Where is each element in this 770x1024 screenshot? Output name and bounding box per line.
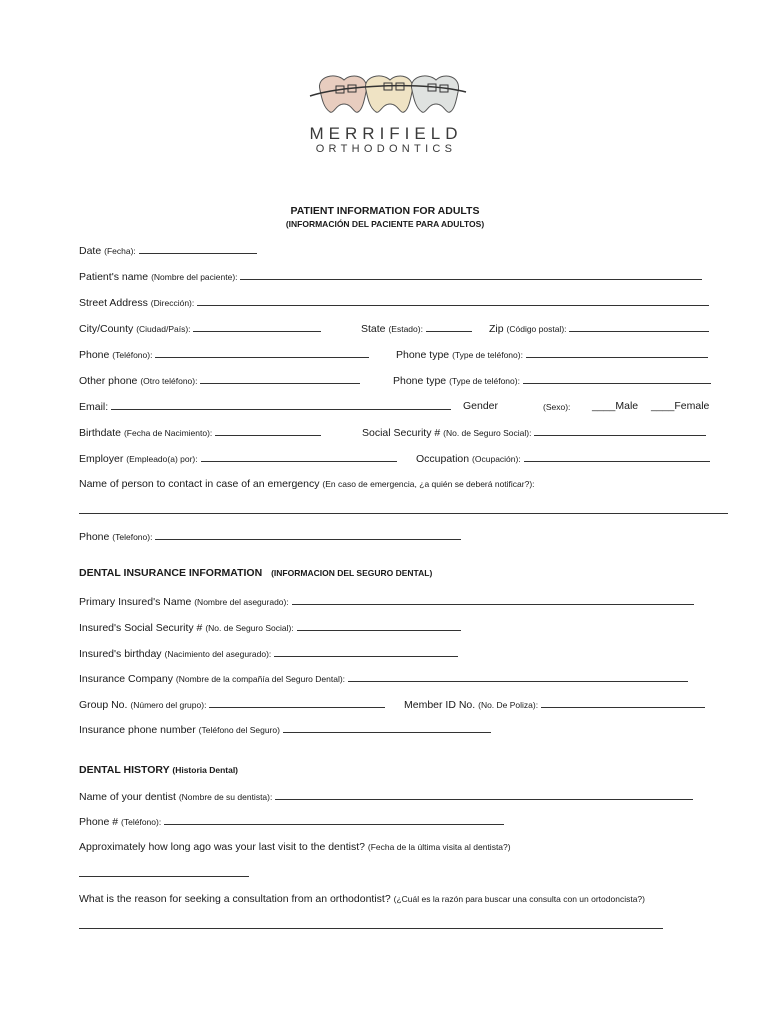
insurance-heading: DENTAL INSURANCE INFORMATION (INFORMACION DEL SEGURO DENTAL) [79, 567, 433, 579]
employer-row: Employer (Empleado(a) por): [79, 451, 397, 466]
zip-field[interactable] [569, 321, 709, 332]
city-row: City/County (Ciudad/País): [79, 321, 321, 336]
reason-field[interactable] [79, 928, 663, 929]
dentist-phone-field[interactable] [164, 814, 504, 825]
emergency-row: Name of person to contact in case of an emergency (En caso de emergencia, ¿a quién se deberá notificar?): [79, 478, 535, 490]
city-field[interactable] [193, 321, 321, 332]
insured-ssn-field[interactable] [297, 620, 461, 631]
zip-group: Zip (Código postal): [489, 321, 709, 336]
birthdate-row: Birthdate (Fecha de Nacimiento): [79, 425, 321, 440]
group-no-field[interactable] [209, 697, 385, 708]
date-row: Date (Fecha): [79, 243, 257, 258]
insured-birthday-row: Insured's birthday (Nacimiento del asegurado): [79, 646, 458, 661]
phone-field[interactable] [155, 347, 369, 358]
other-phone-row: Other phone (Otro teléfono): [79, 373, 360, 388]
history-heading: DENTAL HISTORY (Historia Dental) [79, 764, 239, 776]
form-title: PATIENT INFORMATION FOR ADULTS [290, 205, 480, 217]
gender-es-label: (Sexo): [543, 402, 571, 412]
email-field[interactable] [111, 399, 451, 410]
street-row: Street Address (Dirección): [79, 295, 709, 310]
dentist-name-row: Name of your dentist (Nombre de su dentista): [79, 789, 693, 804]
occupation-group: Occupation (Ocupación): [416, 451, 710, 466]
brand-name: MERRIFIELD [309, 124, 463, 143]
other-phone-field[interactable] [200, 373, 360, 384]
street-field[interactable] [197, 295, 709, 306]
dentist-phone-row: Phone # (Teléfono): [79, 814, 504, 829]
insured-ssn-row: Insured's Social Security # (No. de Seguro Social): [79, 620, 461, 635]
phone-type-field[interactable] [526, 347, 708, 358]
insurance-phone-field[interactable] [283, 722, 491, 733]
patient-name-field[interactable] [240, 269, 702, 280]
group-no-row: Group No. (Número del grupo): [79, 697, 385, 712]
phone-type-group: Phone type (Type de teléfono): [396, 347, 708, 362]
member-id-group: Member ID No. (No. De Poliza): [404, 697, 705, 712]
emergency-phone-field[interactable] [155, 529, 461, 540]
insurance-company-field[interactable] [348, 671, 688, 682]
birthdate-field[interactable] [215, 425, 321, 436]
brand-subname: ORTHODONTICS [315, 143, 457, 155]
email-row: Email: [79, 399, 451, 414]
phone-row: Phone (Teléfono): [79, 347, 369, 362]
insurance-company-row: Insurance Company (Nombre de la compañía del Seguro Dental): [79, 671, 688, 686]
primary-insured-row: Primary Insured's Name (Nombre del asegurado): [79, 594, 694, 609]
insurance-phone-row: Insurance phone number (Teléfono del Seguro) [79, 722, 491, 737]
state-group: State (Estado): [361, 321, 472, 336]
emergency-phone-row: Phone (Telefono): [79, 529, 461, 544]
last-visit-row: Approximately how long ago was your last visit to the dentist? (Fecha de la última visita al dentista?) [79, 841, 511, 853]
date-field[interactable] [139, 243, 257, 254]
occupation-field[interactable] [524, 451, 710, 462]
member-id-field[interactable] [541, 697, 705, 708]
gender-male-option[interactable]: ____Male [592, 400, 639, 412]
reason-row: What is the reason for seeking a consultation from an orthodontist? (¿Cuál es la razón para buscar una consulta con un ortodoncista?) [79, 893, 645, 905]
phone-type2-field[interactable] [523, 373, 711, 384]
gender-female-option[interactable]: ____Female [651, 400, 710, 412]
last-visit-field[interactable] [79, 876, 249, 877]
ssn-group: Social Security # (No. de Seguro Social): [362, 425, 706, 440]
form-subtitle: (INFORMACIÓN DEL PACIENTE PARA ADULTOS) [285, 219, 485, 229]
state-field[interactable] [426, 321, 472, 332]
emergency-contact-field[interactable] [79, 513, 728, 514]
primary-insured-field[interactable] [292, 594, 694, 605]
insured-birthday-field[interactable] [274, 646, 458, 657]
dentist-name-field[interactable] [275, 789, 693, 800]
employer-field[interactable] [201, 451, 397, 462]
gender-label: Gender [463, 400, 499, 412]
ssn-field[interactable] [534, 425, 706, 436]
phone-type2-group: Phone type (Type de teléfono): [393, 373, 711, 388]
patient-name-row: Patient's name (Nombre del paciente): [79, 269, 702, 284]
